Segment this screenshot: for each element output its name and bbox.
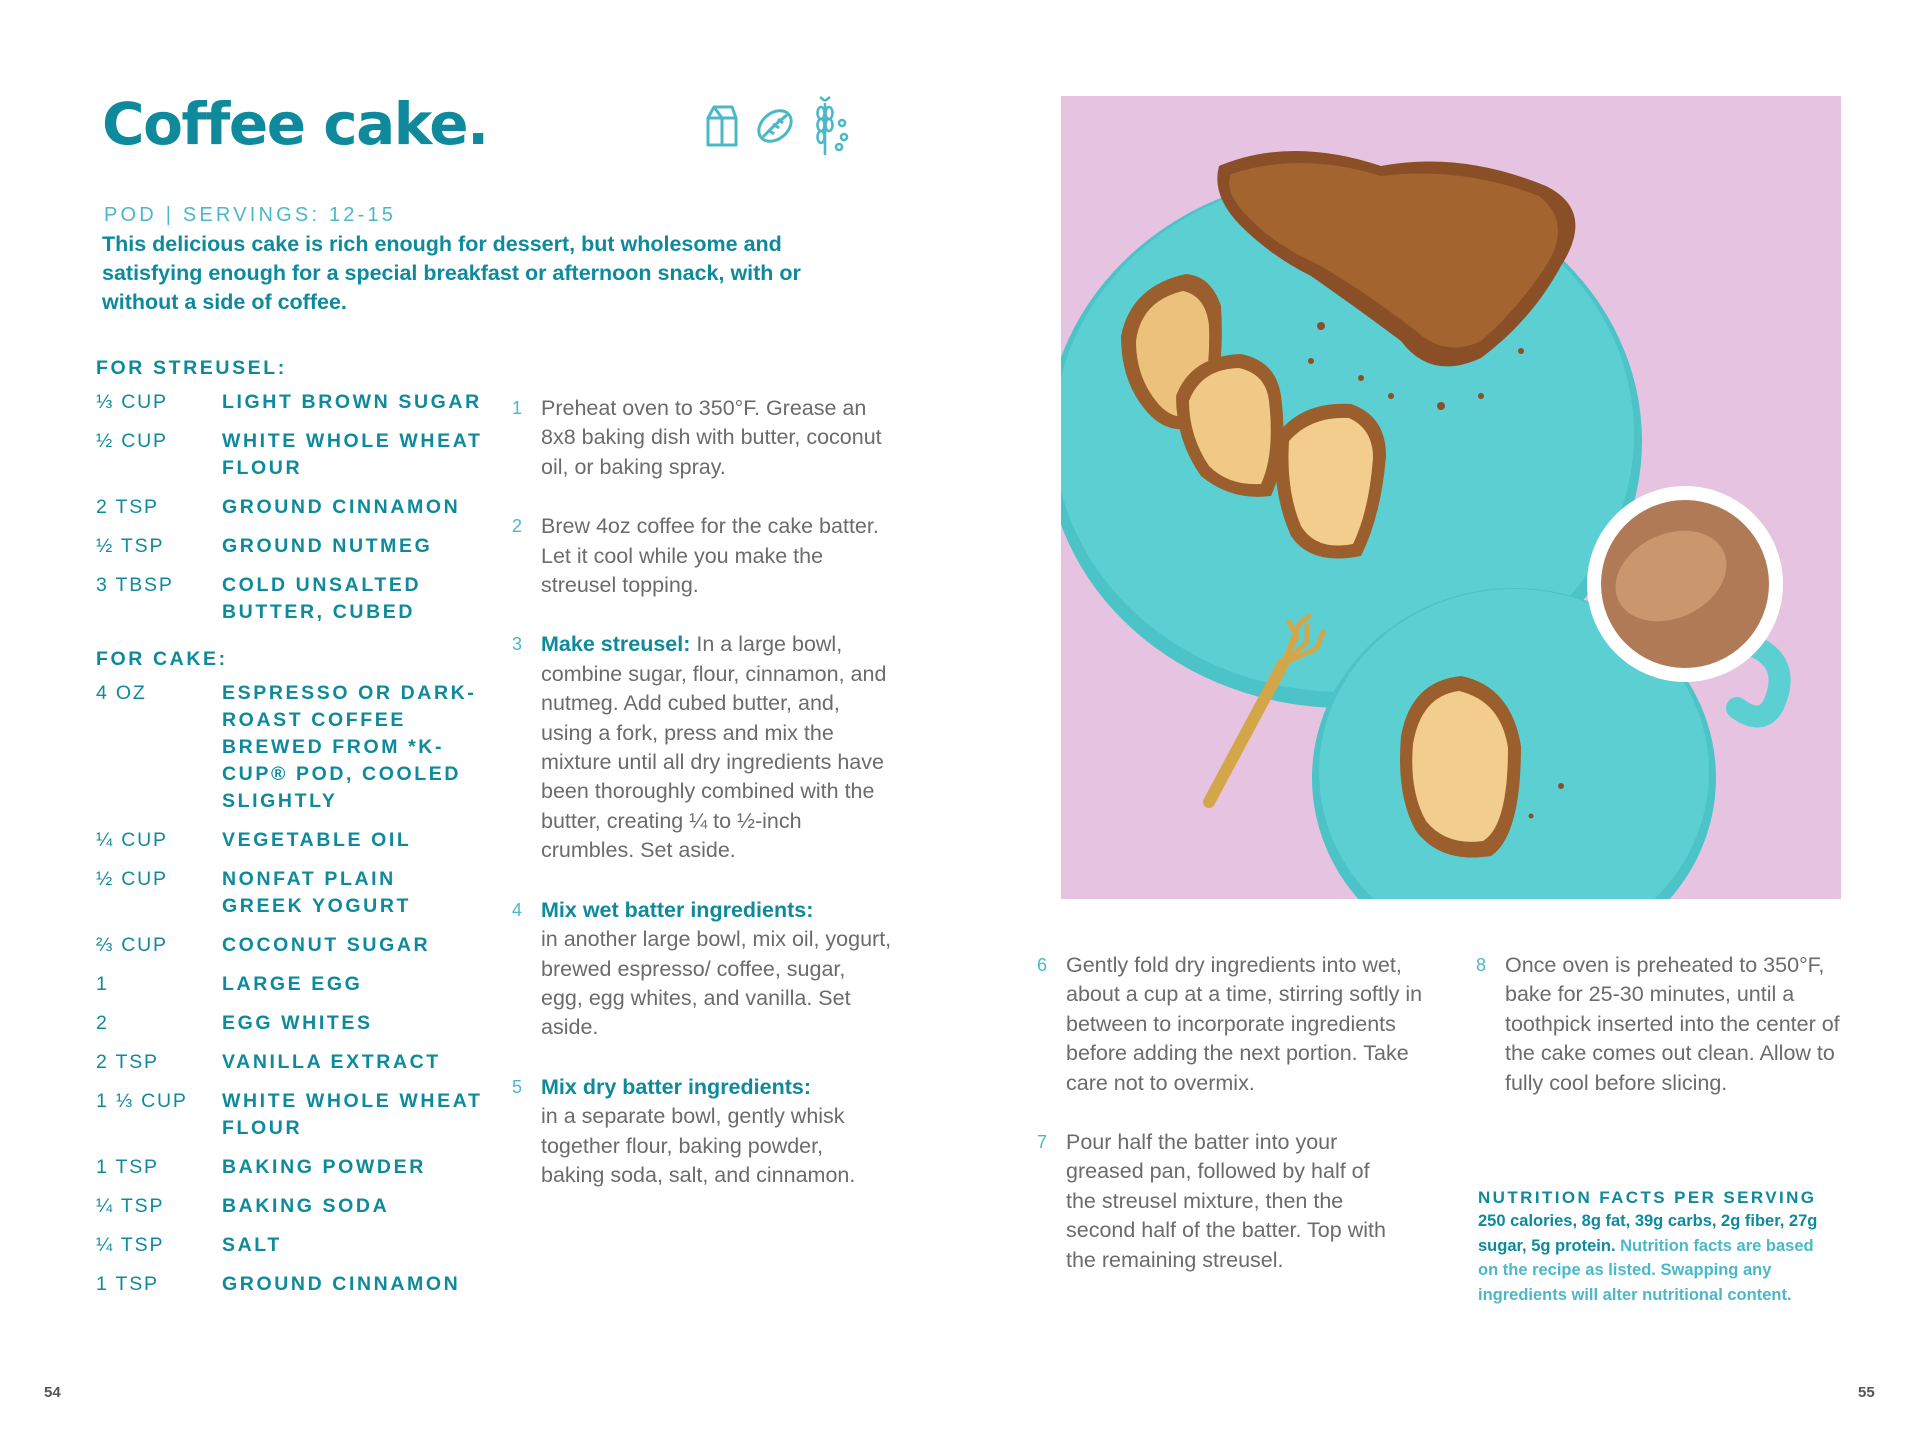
step-lead: Mix wet batter ingredients:	[541, 897, 814, 922]
step-number: 5	[512, 1076, 523, 1097]
ingredient-row	[96, 389, 486, 416]
ingredient-name: BAKING POWDER	[222, 1156, 426, 1178]
ingredient-qty: ½ CUP	[96, 868, 168, 890]
cake-heading: FOR CAKE:	[96, 648, 228, 670]
recipe-title: Coffee cake.	[102, 90, 488, 158]
ingredient-row	[96, 1232, 486, 1259]
coffee-cake-photo	[1061, 96, 1841, 899]
step-text: in a separate bowl, gently whisk together flour, baking powder, baking soda, salt, and cinnamon.	[541, 1104, 856, 1187]
step	[1037, 951, 1437, 1098]
ingredient-row	[96, 1010, 486, 1037]
ingredient-name: EGG WHITES	[222, 1012, 373, 1034]
step-number: 6	[1037, 955, 1048, 975]
ingredient-name: NONFAT PLAIN GREEK YOGURT	[222, 868, 412, 917]
ingredient-name: LARGE EGG	[222, 973, 363, 995]
ingredient-name: GROUND CINNAMON	[222, 496, 461, 518]
step-number: 7	[1037, 1132, 1048, 1153]
ingredient-name: VANILLA EXTRACT	[222, 1051, 441, 1073]
ingredient-qty: 2 TSP	[96, 1051, 159, 1073]
step-lead: Mix dry batter ingredients:	[541, 1074, 811, 1099]
ingredient-name: SALT	[222, 1234, 282, 1256]
step	[512, 630, 892, 865]
ingredient-qty: 4 OZ	[96, 682, 147, 704]
ingredient-name: WHITE WHOLE WHEAT FLOUR	[222, 1090, 483, 1139]
ingredient-row	[96, 428, 486, 482]
recipe-meta: POD | SERVINGS: 12-15	[104, 204, 397, 226]
step-text: Gently fold dry ingredients into wet, about a cup at a time, stirring softly in between to incorporate ingredients before adding the next portion. Take care not to overmix.	[1066, 953, 1423, 1095]
ingredient-name: LIGHT BROWN SUGAR	[222, 391, 482, 413]
ingredient-qty: ⅔ CUP	[96, 934, 168, 956]
steps-column-left	[512, 394, 892, 1220]
ingredient-row	[96, 932, 486, 959]
step	[1037, 1128, 1437, 1275]
step	[512, 896, 892, 1043]
ingredient-qty: ⅓ CUP	[96, 391, 168, 413]
nutrition-note: Nutrition facts are based on the recipe as listed. Swapping any ingredients will alter nutritional content.	[1478, 1236, 1814, 1304]
ingredient-qty: 2	[96, 1012, 109, 1034]
step-text: in another large bowl, mix oil, yogurt, brewed espresso/ coffee, sugar, egg, egg whites, and vanilla. Set aside.	[541, 927, 892, 1040]
ingredient-name: GROUND CINNAMON	[222, 1273, 461, 1295]
streusel-heading: FOR STREUSEL:	[96, 357, 287, 379]
step-number: 2	[512, 516, 523, 537]
ingredient-qty: 3 TBSP	[96, 574, 174, 596]
ingredient-row	[96, 1088, 486, 1142]
dietary-icons	[702, 95, 852, 157]
step-text: Pour half the batter into your greased pan, followed by half of the streusel mixture, then the second half of the batter. Top with the remaining streusel.	[1066, 1130, 1386, 1272]
ingredient-qty: 1	[96, 973, 109, 995]
ingredient-name: BAKING SODA	[222, 1195, 390, 1217]
step-lead: Make streusel:	[541, 632, 691, 657]
ingredient-row	[96, 971, 486, 998]
ingredient-qty: ¼ TSP	[96, 1195, 165, 1217]
ingredient-name: WHITE WHOLE WHEAT FLOUR	[222, 430, 483, 479]
wheat-icon	[812, 95, 852, 157]
steps-column-middle	[1037, 951, 1437, 1305]
nutrition-facts	[1478, 1187, 1838, 1307]
ingredient-qty: 2 TSP	[96, 496, 159, 518]
ingredient-name: COLD UNSALTED BUTTER, CUBED	[222, 574, 422, 623]
ingredient-qty: 1 TSP	[96, 1273, 159, 1295]
ingredient-row	[96, 680, 486, 815]
step	[512, 1073, 892, 1191]
step	[1476, 951, 1856, 1098]
ingredient-qty: ½ TSP	[96, 535, 165, 557]
ingredient-row	[96, 572, 486, 626]
ingredient-row	[96, 827, 486, 854]
nutrition-values: 250 calories, 8g fat, 39g carbs, 2g fiber, 27g sugar, 5g protein.	[1478, 1212, 1818, 1255]
page-number-right: 55	[1858, 1384, 1875, 1401]
step-number: 4	[512, 899, 523, 920]
streusel-ingredients	[96, 355, 486, 638]
ingredient-name: VEGETABLE OIL	[222, 829, 412, 851]
step-text: In a large bowl, combine sugar, flour, cinnamon, and nutmeg. Add cubed butter, and, using a fork, press and mix the mixture until all dry ingredients have been thoroughly combined with the butter, creating ¼ to ½-inch crumbles. Set aside.	[541, 632, 887, 863]
step-number: 8	[1476, 955, 1487, 975]
nut-icon	[754, 105, 796, 147]
ingredient-row	[96, 533, 486, 560]
ingredient-row	[96, 1049, 486, 1076]
ingredient-row	[96, 1193, 486, 1220]
nutrition-title: NUTRITION FACTS PER SERVING	[1478, 1188, 1817, 1207]
ingredient-row	[96, 1271, 486, 1298]
step	[512, 394, 892, 482]
step-text: Preheat oven to 350°F. Grease an 8x8 baking dish with butter, coconut oil, or baking spray.	[541, 396, 882, 479]
page-number-left: 54	[44, 1384, 61, 1401]
ingredient-row	[96, 494, 486, 521]
ingredient-qty: ¼ CUP	[96, 829, 168, 851]
ingredient-row	[96, 1154, 486, 1181]
ingredient-row	[96, 866, 486, 920]
recipe-intro: This delicious cake is rich enough for dessert, but wholesome and satisfying enough for a special breakfast or afternoon snack, with or without a side of coffee.	[102, 232, 801, 314]
ingredient-qty: ½ CUP	[96, 430, 168, 452]
step	[512, 512, 892, 600]
cake-ingredients	[96, 646, 486, 1310]
step-text: Once oven is preheated to 350°F, bake for 25-30 minutes, until a toothpick inserted into the center of the cake comes out clean. Allow to fully cool before slicing.	[1505, 953, 1840, 1095]
step-text: Brew 4oz coffee for the cake batter. Let it cool while you make the streusel topping.	[541, 514, 879, 598]
dairy-carton-icon	[702, 104, 738, 148]
ingredient-qty: 1 ⅓ CUP	[96, 1090, 188, 1112]
steps-column-right	[1476, 951, 1856, 1128]
ingredient-name: GROUND NUTMEG	[222, 535, 433, 557]
ingredient-name: ESPRESSO OR DARK-ROAST COFFEE BREWED FROM *K-CUP® POD, COOLED SLIGHTLY	[222, 682, 477, 812]
ingredient-qty: 1 TSP	[96, 1156, 159, 1178]
step-number: 1	[512, 398, 523, 418]
ingredient-qty: ¼ TSP	[96, 1234, 165, 1256]
ingredient-name: COCONUT SUGAR	[222, 934, 431, 956]
step-number: 3	[512, 634, 523, 655]
